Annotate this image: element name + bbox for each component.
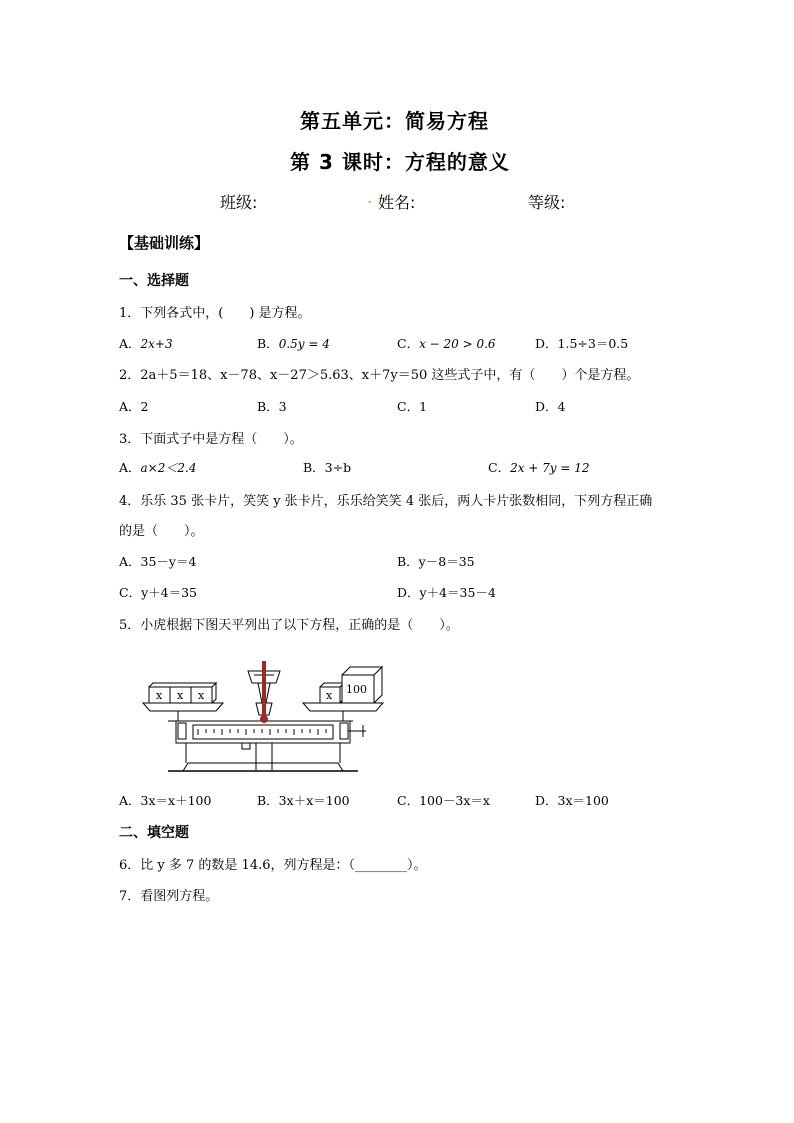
- q1-b-label: B．: [257, 336, 279, 351]
- section-basic-training: 【基础训练】: [119, 234, 210, 252]
- q3-c-expr: 2x + 7y = 12: [510, 461, 590, 475]
- q3-option-b: B．3÷b: [303, 460, 352, 475]
- section-fill: 二、填空题: [119, 825, 189, 841]
- q2-option-c: C．1: [397, 399, 428, 414]
- q6-stem: 6．比 y 多 7 的数是 14.6，列方程是：（________）。: [119, 858, 427, 873]
- q2-option-d: D．4: [535, 399, 566, 414]
- q4-option-b: B．y－8＝35: [397, 554, 475, 569]
- q2-option-b: B．3: [257, 399, 287, 414]
- q3-stem: 3．下面式子中是方程（ ）。: [119, 432, 303, 447]
- q1-c-expr: x − 20 > 0.6: [419, 337, 496, 351]
- q4-option-d: D．y＋4＝35－4: [397, 585, 496, 600]
- class-label: 班级:: [220, 193, 258, 212]
- q3-option-a: [119, 458, 196, 476]
- right-small-box-label: x: [326, 689, 333, 702]
- q5-option-d: D．3x＝100: [535, 793, 609, 808]
- right-big-box-label: 100: [346, 683, 367, 696]
- q2-option-a: A．2: [119, 399, 149, 414]
- q7-stem: 7．看图列方程。: [119, 889, 219, 904]
- q1-option-c: [397, 334, 496, 352]
- lesson-title: 第 3 课时：方程的意义: [290, 150, 510, 174]
- q5-stem: 5．小虎根据下图天平列出了以下方程，正确的是（ ）。: [119, 618, 459, 633]
- q1-stem: 1．下列各式中，( ) 是方程。: [119, 306, 311, 321]
- q3-a-label: A．: [119, 460, 141, 475]
- q4-stem-line1: 4．乐乐 35 张卡片，笑笑 y 张卡片，乐乐给笑笑 4 张后，两人卡片张数相同，下列方程正确: [119, 494, 653, 509]
- q1-b-expr: 0.5y = 4: [278, 337, 330, 351]
- section-choice: 一、选择题: [119, 273, 189, 289]
- name-label: 姓名:: [378, 193, 416, 212]
- q4-option-c: C．y＋4＝35: [119, 585, 197, 600]
- q4-option-a: A．35－y＝4: [119, 554, 197, 569]
- left-box-2-label: x: [177, 689, 184, 702]
- q1-a-label: A．: [119, 336, 141, 351]
- q5-option-b: B．3x＋x＝100: [257, 793, 350, 808]
- q3-c-label: C．: [488, 460, 511, 475]
- left-box-3-label: x: [198, 689, 205, 702]
- q1-a-expr: 2x+3: [140, 337, 173, 351]
- q1-option-d: D．1.5÷3＝0.5: [535, 336, 629, 351]
- grade-label: 等级:: [528, 193, 566, 212]
- q2-stem: 2．2a＋5＝18、x－78、x－27＞5.63、x＋7y＝50 这些式子中，有（ ）个是方程。: [119, 368, 640, 383]
- orange-dot: .: [367, 188, 373, 207]
- q5-option-a: A．3x＝x＋100: [119, 793, 212, 808]
- unit-title: 第五单元：简易方程: [300, 109, 489, 133]
- q3-a-expr: a×2＜2.4: [140, 461, 197, 475]
- left-box-1-label: x: [156, 689, 163, 702]
- q3-option-c: [488, 458, 590, 476]
- q5-option-c: C．100－3x＝x: [397, 793, 490, 808]
- q1-option-a: [119, 334, 173, 352]
- balance-scale-figure: [138, 655, 388, 780]
- q1-option-b: [257, 334, 330, 352]
- q1-c-label: C．: [397, 336, 420, 351]
- q4-stem-line2: 的是（ ）。: [119, 524, 204, 539]
